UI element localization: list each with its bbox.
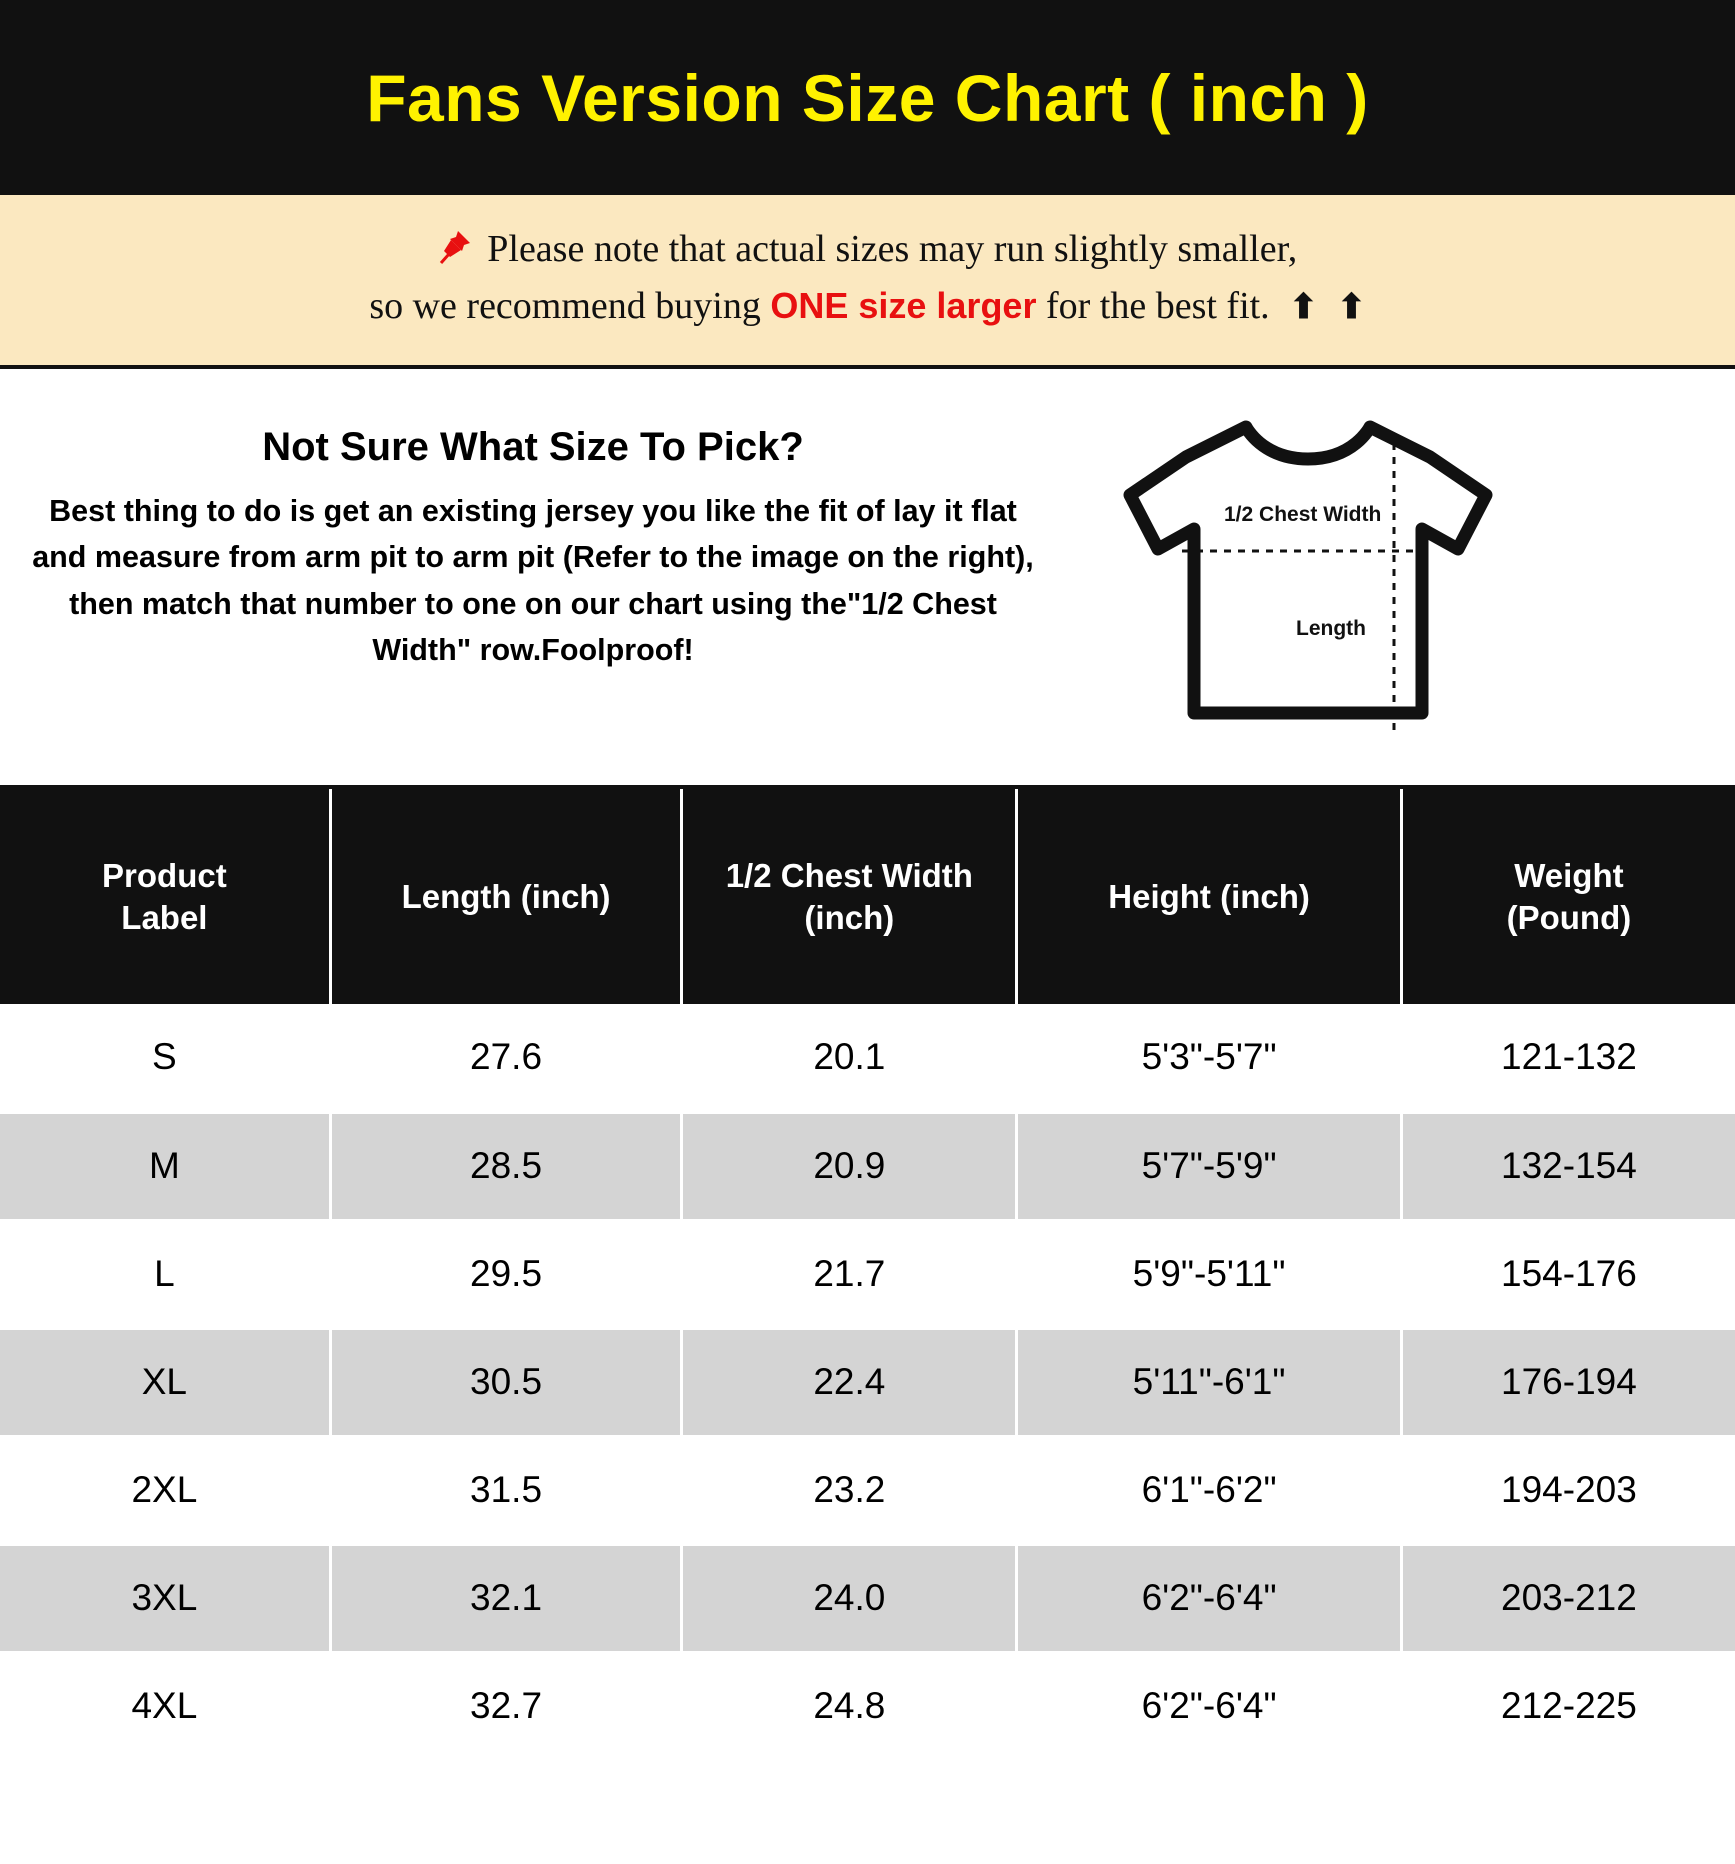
note-text-2a: so we recommend buying bbox=[369, 285, 771, 327]
info-body: Best thing to do is get an existing jersey you like the fit of lay it flat and measure from arm pit to arm pit (Refer to the image on the right), then match that number to one on our chart using the"1/2 Chest Width" row.Foolproof! bbox=[32, 494, 1034, 668]
table-header-row bbox=[0, 789, 1735, 1004]
size-table bbox=[0, 789, 1735, 1762]
column-header-height: Height (inch) bbox=[1017, 789, 1402, 1004]
tshirt-diagram bbox=[1048, 403, 1568, 743]
column-header-length: Length (inch) bbox=[330, 789, 682, 1004]
cell-height: 5'3"-5'7" bbox=[1017, 1004, 1402, 1112]
cell-chest-width: 21.7 bbox=[682, 1220, 1017, 1328]
cell-length: 32.7 bbox=[330, 1652, 682, 1760]
cell-product-label: L bbox=[0, 1220, 330, 1328]
cell-weight: 176-194 bbox=[1401, 1328, 1735, 1436]
info-heading: Not Sure What Size To Pick? bbox=[262, 425, 804, 469]
cell-chest-width: 20.9 bbox=[682, 1112, 1017, 1220]
cell-weight: 203-212 bbox=[1401, 1544, 1735, 1652]
column-header-product-label bbox=[0, 789, 330, 1004]
header-line-label: Label bbox=[121, 898, 208, 936]
note-band bbox=[0, 195, 1735, 369]
cell-height: 6'2"-6'4" bbox=[1017, 1544, 1402, 1652]
cell-length: 31.5 bbox=[330, 1436, 682, 1544]
cell-weight: 132-154 bbox=[1401, 1112, 1735, 1220]
cell-length: 28.5 bbox=[330, 1112, 682, 1220]
cell-product-label: XL bbox=[0, 1328, 330, 1436]
note-emphasis: ONE size larger bbox=[770, 285, 1037, 326]
cell-weight: 154-176 bbox=[1401, 1220, 1735, 1328]
info-text-block bbox=[18, 403, 1048, 673]
cell-product-label: 4XL bbox=[0, 1652, 330, 1760]
cell-chest-width: 20.1 bbox=[682, 1004, 1017, 1112]
cell-height: 5'7"-5'9" bbox=[1017, 1112, 1402, 1220]
page-title: Fans Version Size Chart ( inch ) bbox=[366, 60, 1369, 135]
arrow-up-icon-1: ⬆ bbox=[1289, 289, 1318, 326]
cell-chest-width: 23.2 bbox=[682, 1436, 1017, 1544]
table-row bbox=[0, 1652, 1735, 1760]
header-line-weight-a: Weight bbox=[1514, 857, 1624, 895]
note-text-2b: for the best fit. bbox=[1036, 285, 1270, 327]
cell-product-label: M bbox=[0, 1112, 330, 1220]
cell-weight: 121-132 bbox=[1401, 1004, 1735, 1112]
note-line-2 bbox=[30, 278, 1705, 335]
table-row bbox=[0, 1544, 1735, 1652]
cell-product-label: S bbox=[0, 1004, 330, 1112]
cell-product-label: 2XL bbox=[0, 1436, 330, 1544]
header-line-chest-b: (inch) bbox=[804, 898, 895, 936]
header-line-product: Product bbox=[102, 857, 227, 895]
cell-height: 6'1"-6'2" bbox=[1017, 1436, 1402, 1544]
cell-height: 5'11"-6'1" bbox=[1017, 1328, 1402, 1436]
table-row bbox=[0, 1004, 1735, 1112]
cell-chest-width: 24.0 bbox=[682, 1544, 1017, 1652]
cell-length: 29.5 bbox=[330, 1220, 682, 1328]
column-header-chest-width bbox=[682, 789, 1017, 1004]
length-label: Length bbox=[1296, 617, 1366, 640]
header-banner bbox=[0, 0, 1735, 195]
note-text-1: Please note that actual sizes may run slightly smaller, bbox=[487, 228, 1298, 270]
info-section bbox=[0, 369, 1735, 789]
chest-width-label: 1/2 Chest Width bbox=[1224, 503, 1382, 526]
cell-product-label: 3XL bbox=[0, 1544, 330, 1652]
cell-height: 6'2"-6'4" bbox=[1017, 1652, 1402, 1760]
pushpin-icon bbox=[438, 225, 472, 282]
header-line-weight-b: (Pound) bbox=[1506, 898, 1632, 936]
cell-chest-width: 22.4 bbox=[682, 1328, 1017, 1436]
cell-length: 30.5 bbox=[330, 1328, 682, 1436]
table-row bbox=[0, 1328, 1735, 1436]
table-row bbox=[0, 1112, 1735, 1220]
arrow-up-icon-2: ⬆ bbox=[1337, 289, 1366, 326]
header-line-chest-a: 1/2 Chest Width bbox=[725, 857, 973, 895]
cell-weight: 194-203 bbox=[1401, 1436, 1735, 1544]
cell-length: 27.6 bbox=[330, 1004, 682, 1112]
cell-chest-width: 24.8 bbox=[682, 1652, 1017, 1760]
note-line-1 bbox=[30, 221, 1705, 278]
tshirt-diagram-icon bbox=[1078, 413, 1538, 743]
cell-height: 5'9"-5'11" bbox=[1017, 1220, 1402, 1328]
table-row bbox=[0, 1220, 1735, 1328]
cell-weight: 212-225 bbox=[1401, 1652, 1735, 1760]
table-row bbox=[0, 1436, 1735, 1544]
column-header-weight bbox=[1401, 789, 1735, 1004]
cell-length: 32.1 bbox=[330, 1544, 682, 1652]
